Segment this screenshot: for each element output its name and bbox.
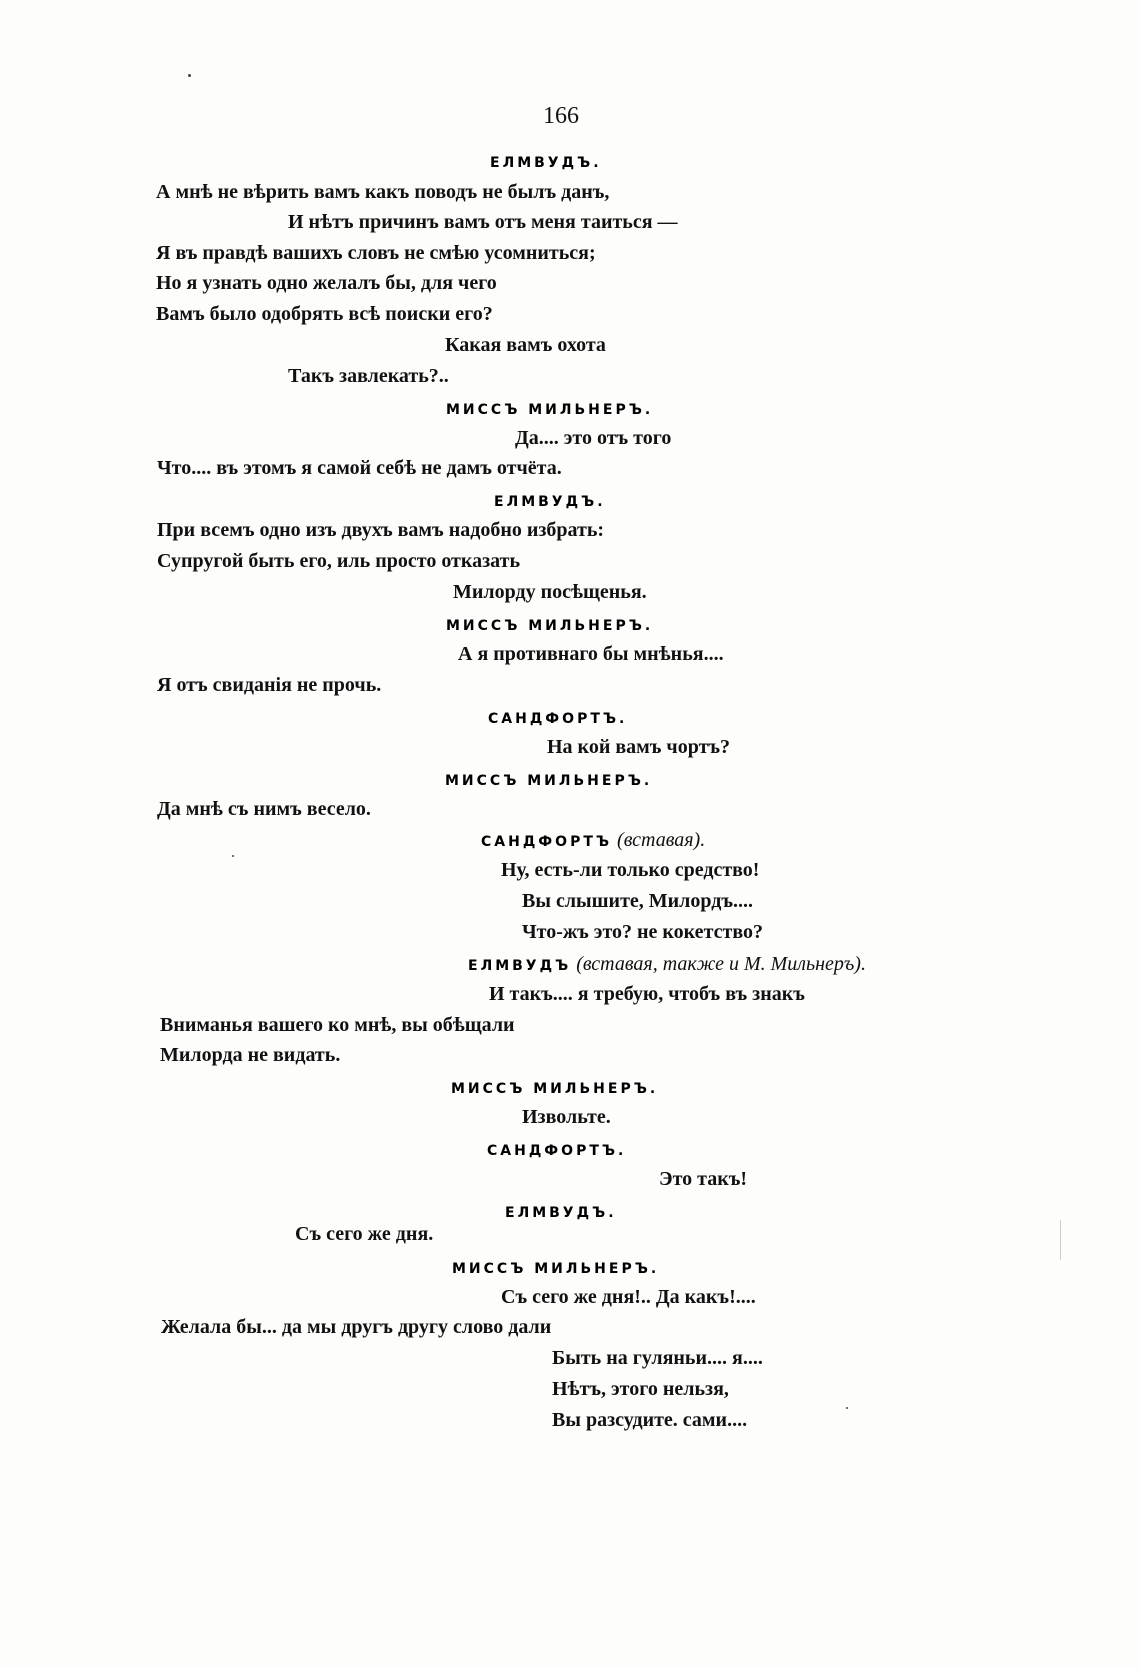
verse-line: А я противнаго бы мнѣнья....: [458, 643, 724, 665]
print-speck: [846, 1407, 848, 1409]
verse-line: Нѣтъ, этого нельзя,: [552, 1378, 729, 1400]
verse-line: Вы разсудите. сами....: [552, 1409, 748, 1431]
speaker-name: МИССЪ МИЛЬНЕРЪ.: [446, 618, 654, 634]
speaker-name: МИССЪ МИЛЬНЕРЪ.: [445, 773, 653, 789]
verse-line: Да мнѣ съ нимъ весело.: [157, 798, 371, 820]
verse-line: И такъ.... я требую, чтобъ въ знакъ: [489, 983, 805, 1005]
speaker-name: МИССЪ МИЛЬНЕРЪ.: [446, 402, 654, 418]
scan-edge-mark: [1060, 1220, 1061, 1260]
speaker-name: МИССЪ МИЛЬНЕРЪ.: [451, 1081, 659, 1097]
verse-line: Но я узнать одно желалъ бы, для чего: [156, 272, 497, 294]
verse-line: Вы слышите, Милордъ....: [522, 890, 754, 912]
verse-line: А мнѣ не вѣрить вамъ какъ поводъ не былъ данъ,: [156, 181, 610, 203]
verse-line: Супругой быть его, иль просто отказать: [157, 550, 521, 572]
stage-direction: (вставая).: [617, 829, 706, 851]
verse-line: Что.... въ этомъ я самой себѣ не дамъ отчёта.: [157, 457, 562, 479]
verse-line: При всемъ одно изъ двухъ вамъ надобно избрать:: [157, 519, 605, 541]
speaker-name: ЕЛМВУДЪ: [468, 958, 572, 974]
verse-line: Я отъ свиданія не прочь.: [157, 674, 382, 696]
print-speck: [188, 74, 191, 77]
verse-line: Извольте.: [522, 1106, 611, 1128]
verse-line: Вамъ было одобрять всѣ поиски его?: [156, 303, 493, 325]
verse-line: Ну, есть-ли только средство!: [501, 859, 760, 881]
verse-line: Что-жъ это? не кокетство?: [522, 921, 763, 943]
speaker-name: МИССЪ МИЛЬНЕРЪ.: [452, 1261, 660, 1277]
verse-line: Какая вамъ охота: [445, 334, 606, 356]
verse-line: Милорда не видать.: [160, 1044, 341, 1066]
verse-line: Да.... это отъ того: [515, 427, 672, 449]
page-number: 166: [543, 103, 579, 129]
verse-line: Такъ завлекать?..: [288, 365, 449, 387]
speaker-with-direction: [481, 828, 705, 854]
speaker-name: ЕЛМВУДЪ.: [494, 494, 606, 510]
speaker-name: САНДФОРТЪ.: [488, 711, 628, 727]
speaker-name: САНДФОРТЪ: [481, 834, 613, 850]
verse-line: Быть на гуляньи.... я....: [552, 1347, 763, 1369]
stage-direction: (вставая, также и М. Мильнеръ).: [576, 953, 866, 975]
verse-line: На кой вамъ чортъ?: [547, 736, 731, 758]
print-speck: [232, 855, 234, 857]
verse-line: Это такъ!: [659, 1168, 748, 1190]
speaker-with-direction: [468, 952, 866, 978]
verse-line: Вниманья вашего ко мнѣ, вы обѣщали: [160, 1014, 515, 1036]
speaker-name: ЕЛМВУДЪ.: [505, 1205, 617, 1221]
verse-line: И нѣтъ причинъ вамъ отъ меня таиться —: [288, 211, 678, 233]
verse-line: Съ сего же дня.: [295, 1223, 434, 1245]
verse-line: Желала бы... да мы другъ другу слово дали: [161, 1316, 552, 1338]
verse-line: Милорду посѣщенья.: [453, 581, 647, 603]
verse-line: Съ сего же дня!.. Да какъ!....: [501, 1286, 756, 1308]
speaker-name: ЕЛМВУДЪ.: [490, 155, 602, 171]
speaker-name: САНДФОРТЪ.: [487, 1143, 627, 1159]
verse-line: Я въ правдѣ вашихъ словъ не смѣю усомниться;: [156, 242, 596, 264]
